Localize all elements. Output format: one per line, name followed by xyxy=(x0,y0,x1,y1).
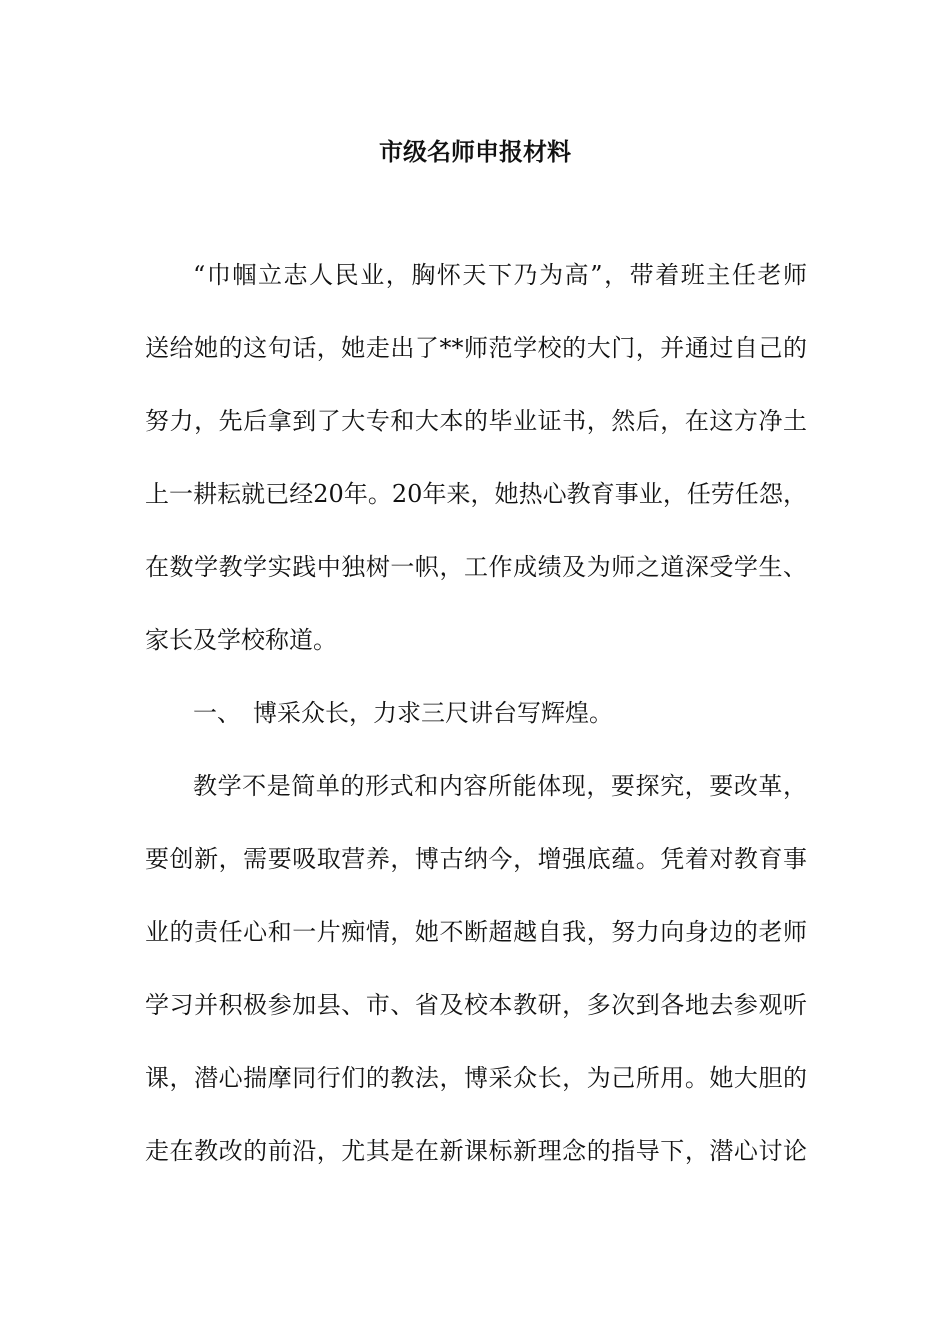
text-line: 走在教改的前沿，尤其是在新课标新理念的指导下，潜心讨论 xyxy=(145,1137,807,1165)
text-line: 学习并积极参加县、市、省及校本教研，多次到各地去参观听 xyxy=(145,991,807,1019)
text-line: 业的责任心和一片痴情，她不断超越自我，努力向身边的老师 xyxy=(145,918,807,946)
text-line: 要创新，需要吸取营养，博古纳今，增强底蕴。凭着对教育事 xyxy=(145,845,807,873)
text-line: 在数学教学实践中独树一帜，工作成绩及为师之道深受学生、 xyxy=(145,553,807,581)
document-title: 市级名师申报材料 xyxy=(379,138,571,166)
text-line: 上一耕耘就已经20年。20年来，她热心教育事业，任劳任怨， xyxy=(145,480,807,508)
text-line: 教学不是简单的形式和内容所能体现，要探究，要改革， xyxy=(193,772,807,800)
text-line: 送给她的这句话，她走出了**师范学校的大门，并通过自己的 xyxy=(145,334,807,362)
text-line: “巾帼立志人民业，胸怀天下乃为高”，带着班主任老师 xyxy=(193,261,807,289)
document-body xyxy=(145,255,807,1204)
text-line: 一、 博采众长，力求三尺讲台写辉煌。 xyxy=(193,699,613,727)
text-line: 课，潜心揣摩同行们的教法，博采众长，为己所用。她大胆的 xyxy=(145,1064,807,1092)
text-line: 努力，先后拿到了大专和大本的毕业证书，然后，在这方净土 xyxy=(145,407,807,435)
text-line: 家长及学校称道。 xyxy=(145,626,337,654)
